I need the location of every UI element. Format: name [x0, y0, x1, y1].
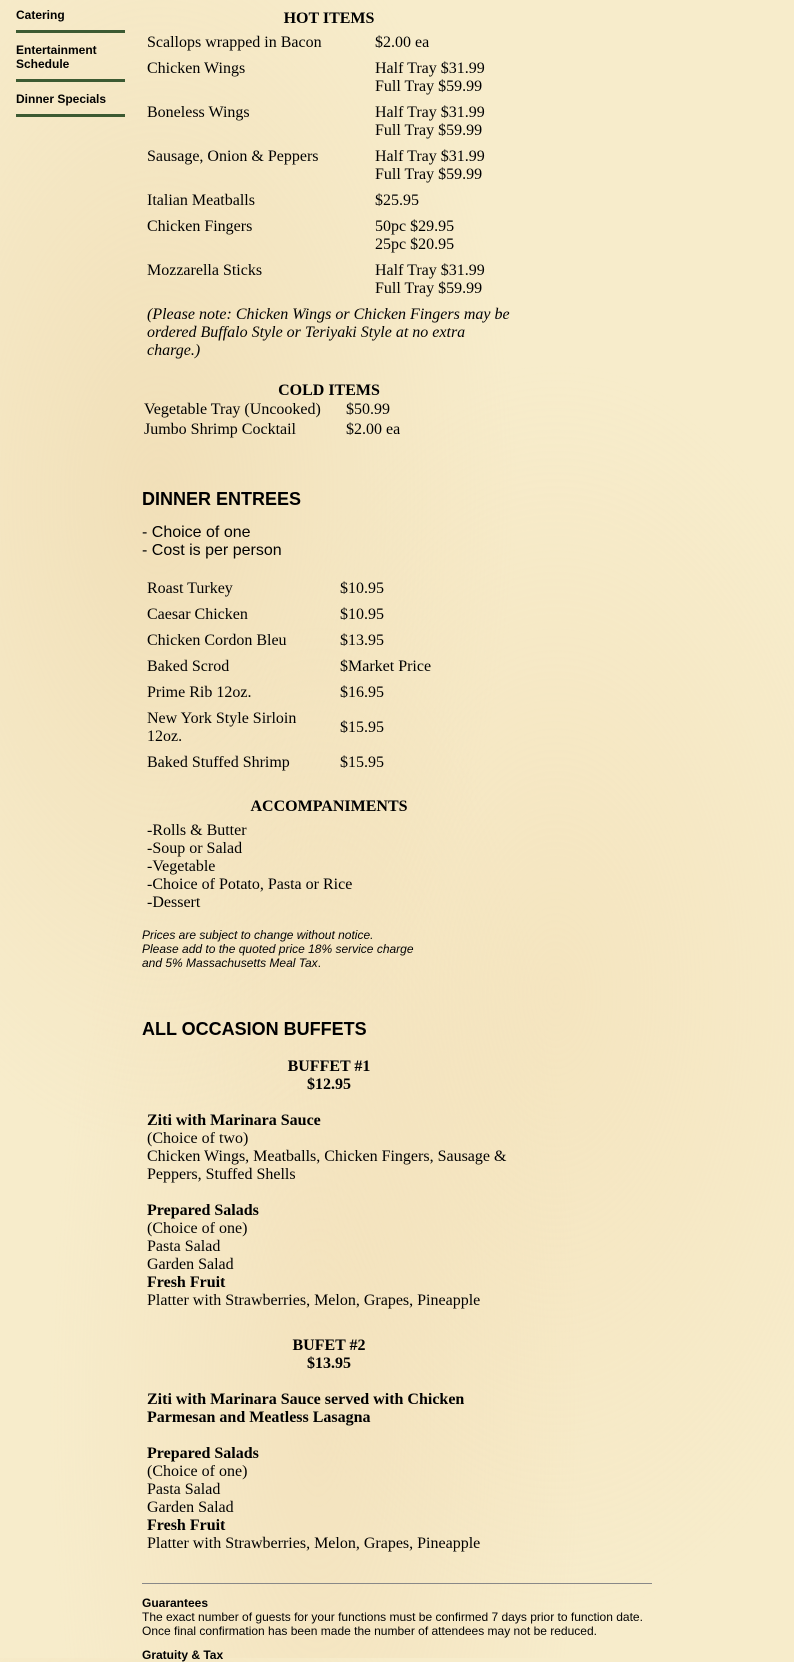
item-name: Scallops wrapped in Bacon	[147, 34, 322, 51]
item-name: Vegetable Tray (Uncooked)	[144, 401, 321, 418]
item-name: Chicken Wings	[147, 60, 246, 77]
item-name: Chicken Fingers	[147, 218, 253, 235]
entree-price: $15.95	[340, 719, 384, 736]
item-name: Boneless Wings	[147, 104, 250, 121]
table-row	[142, 400, 400, 420]
cold-items-table	[142, 400, 400, 440]
entree-name: Roast Turkey	[147, 580, 233, 597]
entree-price: $10.95	[340, 606, 384, 623]
entree-price: $Market Price	[340, 658, 432, 675]
buffet-2-price: $13.95	[307, 1355, 351, 1372]
entree-name: Chicken Cordon Bleu	[147, 632, 287, 649]
hot-items-table	[142, 34, 485, 306]
entree-name: New York Style Sirloin 12oz.	[147, 710, 297, 745]
entree-name: Baked Stuffed Shrimp	[147, 754, 290, 771]
table-row	[142, 710, 431, 754]
entree-price: $10.95	[340, 580, 384, 597]
main-content	[142, 0, 662, 1662]
table-row	[142, 34, 485, 60]
price-notice: Prices are subject to change without notice. Please add to the quoted price 18% service charge and 5% Massachusetts Meal Tax.	[142, 928, 414, 970]
entree-price: $15.95	[340, 754, 384, 771]
item-price: $2.00 ea	[346, 421, 401, 438]
item-price: $50.99	[346, 401, 390, 418]
item-price: 50pc $29.95 25pc $20.95	[375, 218, 455, 253]
entree-name: Caesar Chicken	[147, 606, 248, 623]
buffet-2-details: Ziti with Marinara Sauce served with Chicken Parmesan and Meatless Lasagna Prepared Salads (Choice of one) Pasta Salad Garden Salad Fresh Fruit Platter with Strawberries, Melon, Grapes, Pineapple	[147, 1391, 481, 1552]
entrees-note-1: - Choice of one	[142, 524, 251, 541]
table-row	[142, 658, 431, 684]
list-item: -Dessert	[147, 894, 201, 911]
buffet-2-name: BUFET #2	[292, 1337, 366, 1354]
table-row	[142, 262, 485, 306]
entree-price: $13.95	[340, 632, 384, 649]
item-price: Half Tray $31.99 Full Tray $59.99	[375, 104, 485, 139]
buffet-1-details: Ziti with Marinara Sauce (Choice of two) Chicken Wings, Meatballs, Chicken Fingers, Sausage & Peppers, Stuffed Shells Prepared Salads (Choice of one) Pasta Salad Garden Salad Fresh Fruit Platter with Strawberries, Melon, Grapes, Pineapple	[147, 1112, 507, 1309]
dinner-entrees-title: DINNER ENTREES	[142, 489, 302, 509]
guarantees-title: Guarantees	[142, 1596, 209, 1610]
table-row	[142, 632, 431, 658]
table-row	[142, 60, 485, 104]
table-row	[142, 580, 431, 606]
cold-items-title: COLD ITEMS	[278, 382, 380, 399]
sidebar-nav	[16, 0, 125, 127]
item-price: $2.00 ea	[375, 34, 430, 51]
table-row	[142, 148, 485, 192]
accompaniments-title: ACCOMPANIMENTS	[250, 798, 408, 815]
list-item: -Choice of Potato, Pasta or Rice	[147, 876, 353, 893]
list-item: -Soup or Salad	[147, 840, 243, 857]
hot-items-title: HOT ITEMS	[283, 10, 375, 27]
table-row	[142, 420, 400, 440]
accompaniments-list	[142, 822, 662, 912]
item-name: Mozzarella Sticks	[147, 262, 263, 279]
sidebar-item-entertainment-schedule[interactable]: Entertainment Schedule	[16, 43, 125, 82]
buffets-title: ALL OCCASION BUFFETS	[142, 1019, 367, 1039]
item-name: Jumbo Shrimp Cocktail	[144, 421, 296, 438]
table-row	[142, 192, 485, 218]
item-price: $25.95	[375, 192, 419, 209]
table-row	[142, 754, 431, 780]
item-price: Half Tray $31.99 Full Tray $59.99	[375, 262, 485, 297]
buffet-1-price: $12.95	[307, 1076, 351, 1093]
entree-name: Baked Scrod	[147, 658, 230, 675]
table-row	[142, 104, 485, 148]
hot-items-note: (Please note: Chicken Wings or Chicken Fingers may be ordered Buffalo Style or Teriyaki Style at no extra charge.)	[147, 306, 510, 359]
entrees-note-2: - Cost is per person	[142, 542, 282, 559]
buffet-1-name: BUFFET #1	[287, 1058, 371, 1075]
item-name: Italian Meatballs	[147, 192, 255, 209]
item-price: Half Tray $31.99 Full Tray $59.99	[375, 148, 485, 183]
table-row	[142, 218, 485, 262]
entree-name: Prime Rib 12oz.	[147, 684, 252, 701]
gratuity-title: Gratuity & Tax	[142, 1648, 224, 1662]
sidebar-item-catering[interactable]: Catering	[16, 0, 125, 33]
guarantees-section: Guarantees The exact number of guests for your functions must be confirmed 7 days prior to function date. Once final confirmation has been made the number of attendees may not be reduced.	[142, 1596, 662, 1638]
table-row	[142, 684, 431, 710]
item-name: Sausage, Onion & Peppers	[147, 148, 319, 165]
item-price: Half Tray $31.99 Full Tray $59.99	[375, 60, 485, 95]
list-item: -Vegetable	[147, 858, 216, 875]
entree-price: $16.95	[340, 684, 384, 701]
entrees-table	[142, 580, 431, 780]
table-row	[142, 606, 431, 632]
list-item: -Rolls & Butter	[147, 822, 247, 839]
sidebar-item-dinner-specials[interactable]: Dinner Specials	[16, 92, 125, 117]
